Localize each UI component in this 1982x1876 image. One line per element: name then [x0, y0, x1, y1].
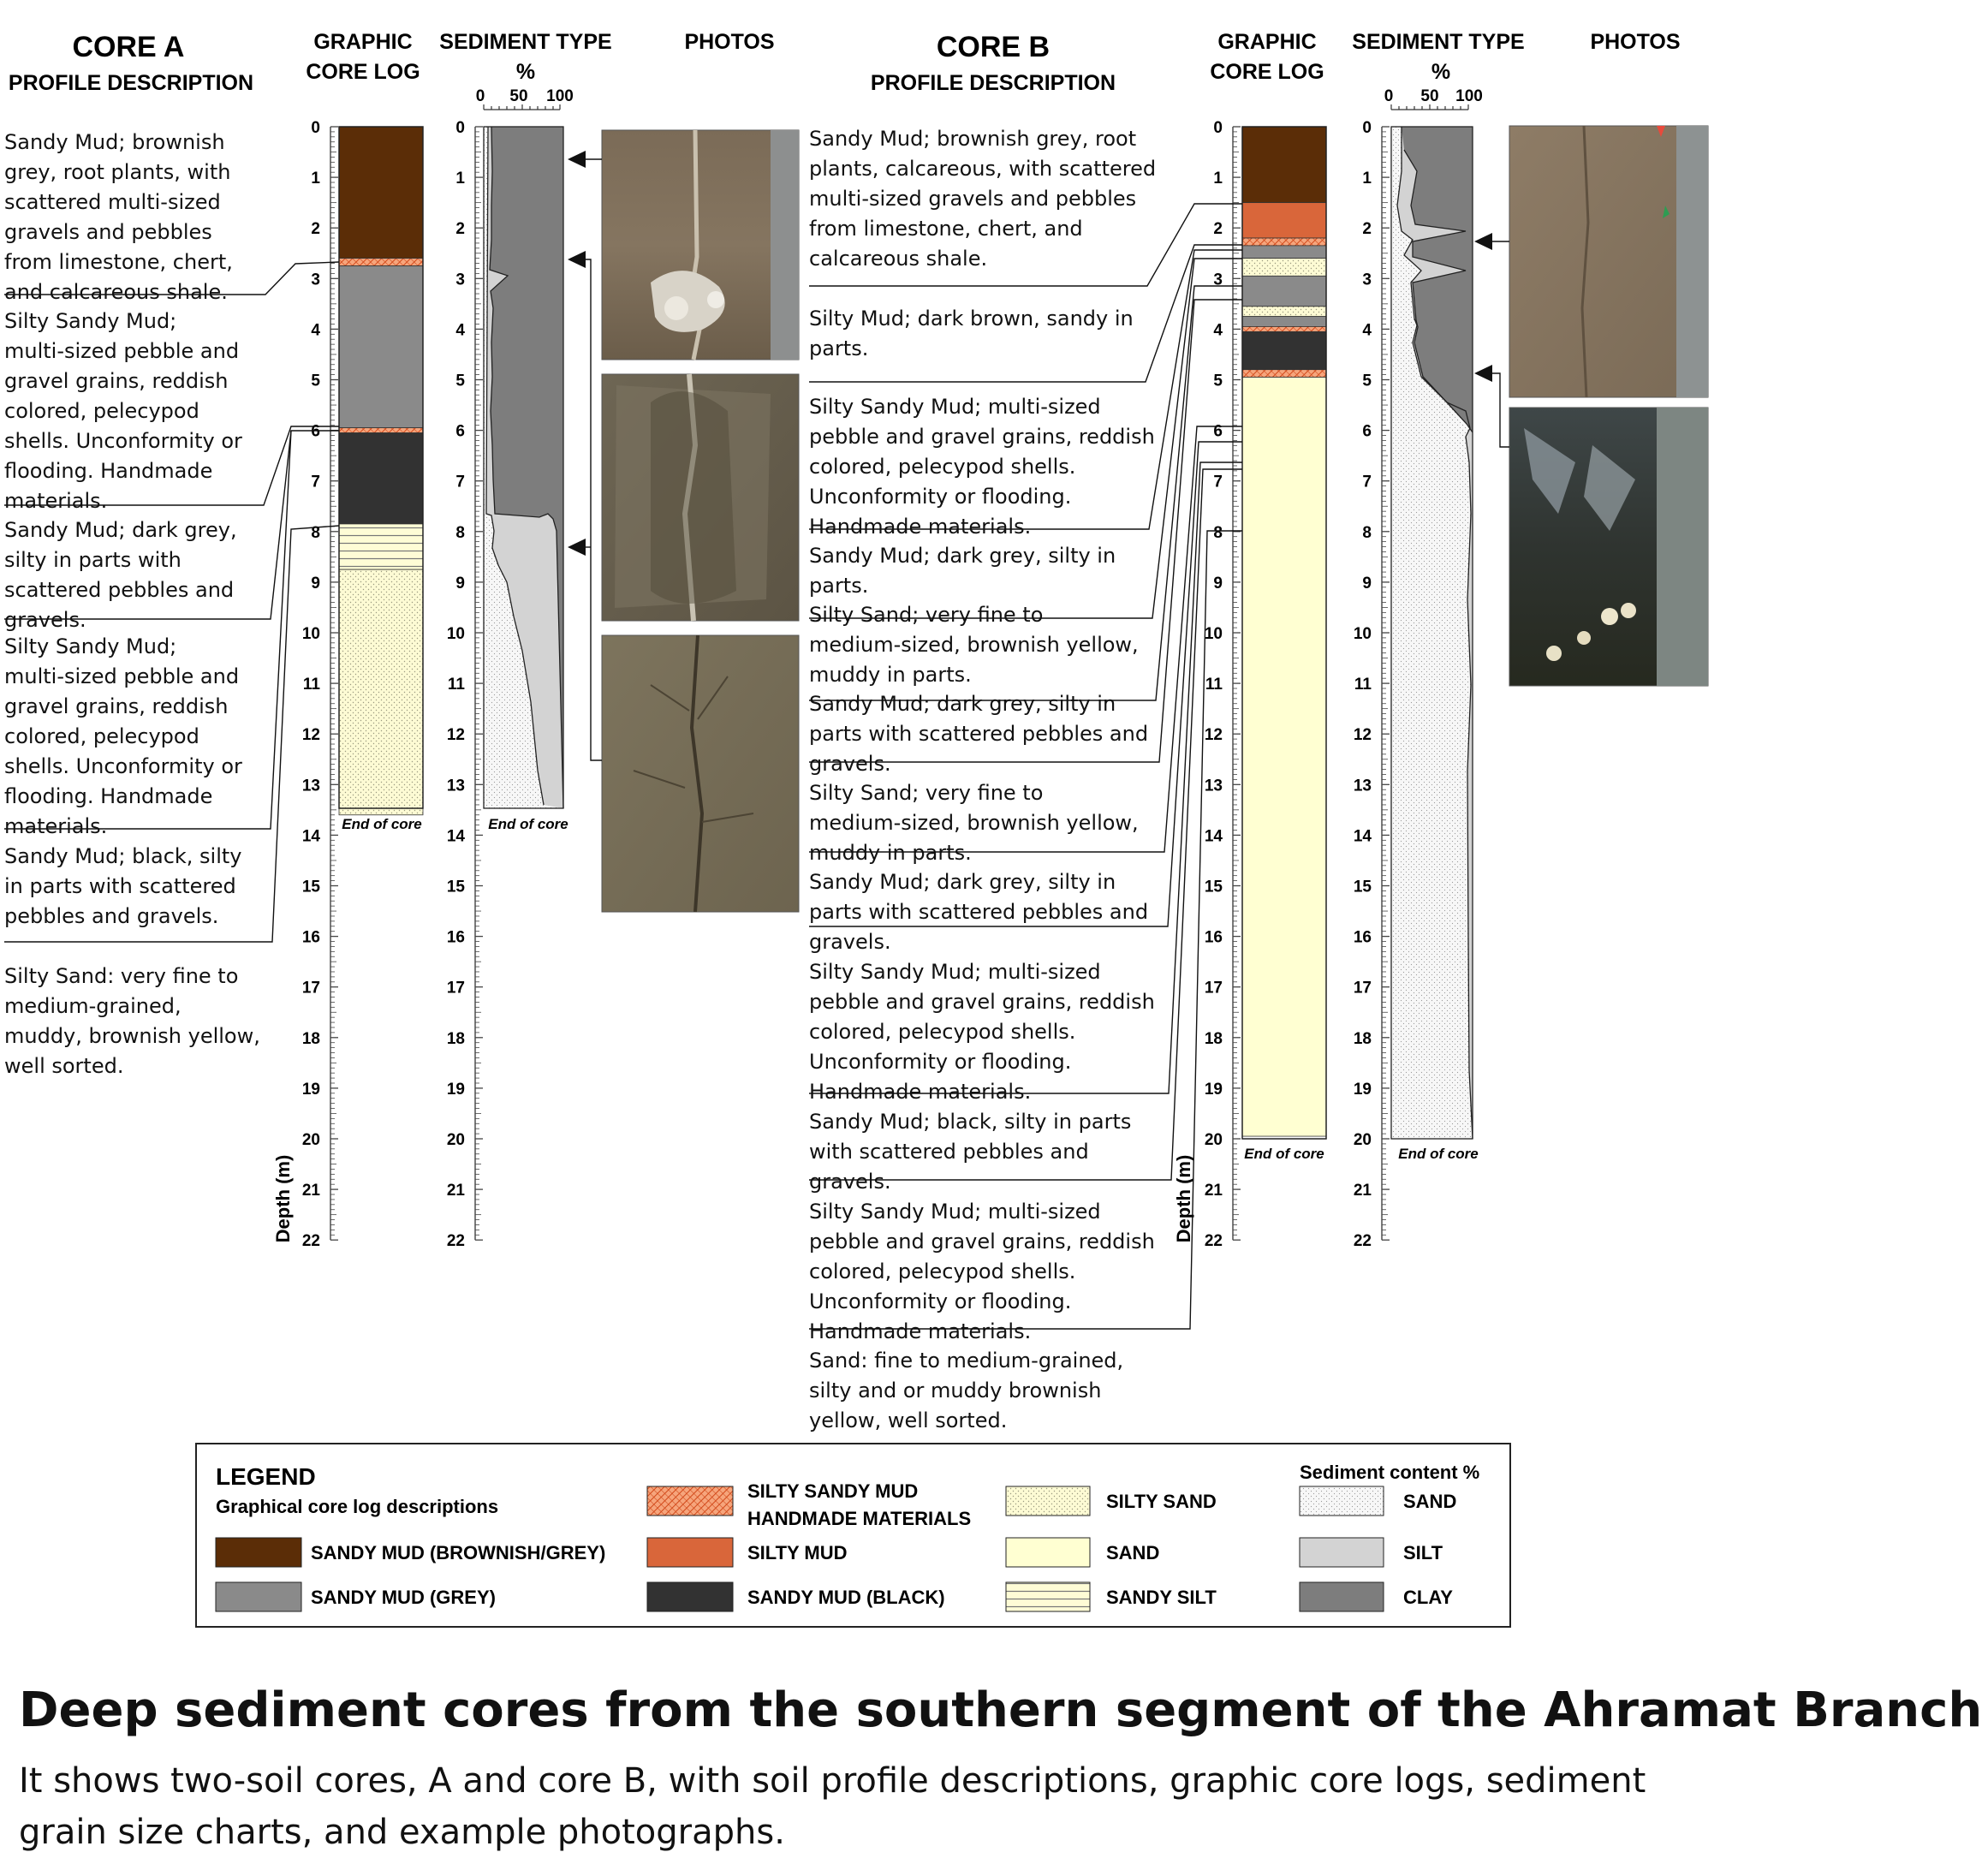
arrow-icon [568, 539, 586, 556]
depth-tick-label: 22 [1204, 1232, 1223, 1251]
depth-tick-label: 11 [447, 676, 465, 694]
core-b-sediment-header [1352, 30, 1524, 84]
depth-tick-label: 2 [311, 220, 320, 239]
depth-tick-label: 20 [301, 1131, 320, 1149]
profile-description: Sandy Mud; black, silty in parts with scattered pebbles and gravels. [809, 1110, 1132, 1194]
log-layer-silty-sandy-mud-hatch [1242, 238, 1326, 246]
caption-title: Deep sediment cores from the southern segment of the Ahramat Branch [19, 1682, 1982, 1738]
log-layer-sand [1242, 378, 1326, 1137]
core-b-pct-ticks [1384, 87, 1483, 105]
core-a-graphic-log [339, 127, 423, 815]
depth-tick-label: 16 [1353, 928, 1372, 947]
core-b-arrowheads [1474, 233, 1492, 382]
profile-description: Sandy Mud; dark grey, silty in parts with scattered pebbles and gravels. [809, 692, 1149, 776]
legend-content-silt [1300, 1538, 1443, 1567]
depth-tick-label: 12 [446, 726, 465, 745]
legend-item-sandy-silt [1006, 1582, 1217, 1611]
profile-description: Silty Sandy Mud; multi-sized pebble and gravel grains, reddish colored, pelecypod shells. Unconformity or flooding. Handmade materials. [4, 634, 242, 838]
legend-content-title: Sediment content % [1300, 1462, 1480, 1483]
depth-tick-label: 3 [311, 271, 320, 289]
depth-tick-label: 13 [301, 777, 320, 795]
depth-tick-label: 5 [1362, 372, 1372, 390]
depth-tick-label: 18 [446, 1029, 465, 1048]
depth-tick-label: 0 [311, 119, 320, 137]
core-a-photos [602, 130, 799, 912]
depth-tick-label: 17 [1204, 979, 1223, 998]
log-layer-silty-sand [1242, 307, 1326, 317]
legend-item-sand [1006, 1538, 1159, 1567]
depth-tick-label: 21 [301, 1182, 320, 1200]
legend-item-sandy-mud-brown [216, 1538, 605, 1567]
core-a-photo-arrows [585, 159, 602, 760]
log-layer-silty-sandy-mud-hatch [1242, 370, 1326, 378]
graphic-log-header-line2: CORE LOG [1210, 60, 1324, 84]
pct-tick-0: 0 [475, 87, 485, 105]
depth-tick-label: 15 [301, 878, 320, 896]
legend-item-sandy-mud-black [647, 1582, 945, 1611]
depth-tick-label: 5 [1213, 372, 1223, 390]
sediment-header-line2: % [515, 60, 536, 84]
depth-tick-label: 1 [1362, 170, 1372, 188]
depth-tick-label: 17 [1353, 979, 1372, 998]
graphic-log-header-line2: CORE LOG [306, 60, 420, 84]
depth-tick-label: 9 [1362, 574, 1372, 593]
core-b-photo-1 [1509, 126, 1708, 397]
depth-tick-label: 16 [446, 928, 465, 947]
core-a-photo-2 [602, 374, 799, 621]
profile-description: Sandy Mud; dark grey, silty in parts with scattered pebbles and gravels. [809, 870, 1149, 954]
legend-item-silty-sand [1006, 1486, 1217, 1516]
depth-tick-label: 15 [446, 878, 465, 896]
svg-text:SANDY MUD (BLACK): SANDY MUD (BLACK) [747, 1587, 945, 1608]
depth-tick-label: 7 [455, 473, 465, 491]
depth-tick-label: 10 [1204, 625, 1223, 643]
core-a-end-of-core: End of core [342, 816, 422, 832]
log-layer-silty-sandy-mud-hatch [339, 259, 423, 266]
core-b-photos-header: PHOTOS [1590, 30, 1681, 54]
core-a-leader-lines [4, 262, 339, 942]
svg-text:HANDMADE MATERIALS: HANDMADE MATERIALS [747, 1508, 972, 1529]
depth-tick-label: 20 [1204, 1131, 1223, 1149]
core-b-descriptions [809, 127, 1156, 1432]
depth-tick-label: 6 [1362, 422, 1372, 441]
depth-tick-label: 4 [455, 321, 465, 340]
depth-tick-label: 12 [1353, 726, 1372, 745]
core-b-depth-axis [1205, 119, 1241, 1250]
arrow-icon [568, 251, 586, 268]
depth-tick-label: 2 [455, 220, 465, 239]
log-layer-sandy-mud-grey [1242, 246, 1326, 259]
depth-tick-label: 1 [455, 170, 465, 188]
depth-tick-label: 8 [1362, 523, 1372, 542]
depth-tick-label: 9 [455, 574, 465, 593]
arrow-icon [1474, 365, 1492, 382]
legend [196, 1444, 1510, 1627]
depth-tick-label: 7 [1213, 473, 1223, 491]
svg-text:SILTY SANDY MUD: SILTY SANDY MUD [747, 1480, 919, 1502]
depth-tick-label: 3 [1362, 271, 1372, 289]
depth-tick-label: 14 [446, 827, 465, 846]
log-layer-silty-mud [1242, 203, 1326, 238]
depth-tick-label: 16 [301, 928, 320, 947]
depth-tick-label: 3 [455, 271, 465, 289]
depth-tick-label: 20 [446, 1131, 465, 1149]
sediment-header-line1: SEDIMENT TYPE [1352, 30, 1525, 54]
core-a-sediment-header [439, 30, 611, 84]
svg-text:SILTY MUD: SILTY MUD [747, 1542, 848, 1563]
svg-text:SAND: SAND [1106, 1542, 1160, 1563]
depth-tick-label: 8 [455, 523, 465, 542]
svg-text:SANDY SILT: SANDY SILT [1106, 1587, 1217, 1608]
core-a-descriptions [4, 130, 260, 1078]
core-b-depth-label: Depth (m) [1173, 1154, 1194, 1243]
core-b-photos [1509, 126, 1708, 686]
log-layer-silty-sandy-mud-hatch [1242, 326, 1326, 331]
arrow-icon [568, 151, 586, 168]
depth-tick-label: 11 [302, 676, 320, 694]
depth-tick-label: 12 [301, 726, 320, 745]
svg-text:SILTY SAND: SILTY SAND [1106, 1491, 1217, 1512]
core-a-photo-1 [602, 130, 799, 360]
pct-tick-100: 100 [1455, 87, 1483, 105]
depth-tick-label: 19 [301, 1080, 320, 1099]
log-layer-sandy-mud-grey [1242, 276, 1326, 306]
depth-tick-label: 14 [1353, 827, 1372, 846]
profile-description: Silty Sandy Mud; multi-sized pebble and gravel grains, reddish colored, pelecypod shells. Unconformity or flooding. Handmade materials. [809, 960, 1155, 1104]
core-a-photos-header: PHOTOS [684, 30, 775, 54]
depth-tick-label: 6 [455, 422, 465, 441]
depth-tick-label: 9 [1213, 574, 1223, 593]
profile-description: Silty Sand; very fine to medium-sized, brownish yellow, muddy in parts. [809, 603, 1139, 687]
core-a-profile-header: PROFILE DESCRIPTION [8, 71, 254, 95]
core-a-pct-ticks [476, 87, 574, 105]
pct-tick-50: 50 [1420, 87, 1439, 105]
core-a-title: CORE A [72, 31, 185, 63]
svg-text:SILT: SILT [1403, 1542, 1443, 1563]
depth-tick-label: 17 [446, 979, 465, 998]
depth-tick-label: 5 [311, 372, 320, 390]
depth-tick-label: 17 [301, 979, 320, 998]
log-layer-sandy-silt [339, 524, 423, 569]
depth-tick-label: 0 [455, 119, 465, 137]
depth-tick-label: 19 [1353, 1080, 1372, 1099]
log-layer-sandy-mud-brown [1242, 127, 1326, 203]
depth-tick-label: 10 [301, 625, 320, 643]
depth-tick-label: 11 [1205, 676, 1223, 694]
depth-tick-label: 21 [446, 1182, 465, 1200]
depth-tick-label: 1 [311, 170, 320, 188]
core-b-chart-end-of-core: End of core [1398, 1146, 1479, 1162]
depth-tick-label: 20 [1353, 1131, 1372, 1149]
core-b-title: CORE B [936, 31, 1051, 63]
depth-tick-label: 16 [1204, 928, 1223, 947]
core-a-graphic-log-header [306, 30, 420, 84]
depth-tick-label: 15 [1353, 878, 1372, 896]
depth-tick-label: 0 [1362, 119, 1372, 137]
depth-tick-label: 22 [301, 1232, 320, 1251]
depth-tick-label: 2 [1213, 220, 1223, 239]
profile-description: Silty Sandy Mud; multi-sized pebble and gravel grains, reddish colored, pelecypod shells. Unconformity or flooding. Handmade materials. [4, 309, 242, 513]
graphic-log-header-line1: GRAPHIC [313, 30, 413, 54]
depth-tick-label: 6 [1213, 422, 1223, 441]
core-b-sediment-depth-axis [1354, 119, 1390, 1250]
depth-tick-label: 10 [1353, 625, 1372, 643]
legend-item-sandy-mud-grey [216, 1582, 496, 1611]
core-a-chart-end-of-core: End of core [488, 816, 568, 832]
profile-description: Silty Sand; very fine to medium-sized, brownish yellow, muddy in parts. [809, 781, 1139, 865]
depth-tick-label: 10 [446, 625, 465, 643]
depth-tick-label: 21 [1353, 1182, 1372, 1200]
core-a [4, 30, 799, 1250]
core-b-photo-2 [1509, 408, 1708, 686]
depth-tick-label: 22 [446, 1232, 465, 1251]
core-a-photo-3 [602, 635, 799, 912]
core-b-graphic-log [1242, 127, 1326, 1136]
log-layer-sandy-mud-brown [339, 127, 423, 259]
depth-tick-label: 8 [311, 523, 320, 542]
depth-tick-label: 2 [1362, 220, 1372, 239]
depth-tick-label: 4 [1362, 321, 1372, 340]
core-a-sediment-chart [484, 127, 563, 808]
depth-tick-label: 7 [311, 473, 320, 491]
pct-tick-0: 0 [1384, 87, 1394, 105]
depth-tick-label: 4 [311, 321, 320, 340]
depth-tick-label: 14 [301, 827, 320, 846]
profile-description: Silty Sandy Mud; multi-sized pebble and gravel grains, reddish colored, pelecypod shells. Unconformity or flooding. Handmade materials. [809, 1200, 1155, 1343]
log-layer-sandy-mud-black [339, 433, 423, 524]
depth-tick-label: 15 [1204, 878, 1223, 896]
depth-tick-label: 13 [446, 777, 465, 795]
log-layer-silty-sand [339, 569, 423, 815]
svg-text:CLAY: CLAY [1403, 1587, 1453, 1608]
depth-tick-label: 1 [1213, 170, 1223, 188]
log-layer-silty-sandy-mud-hatch [339, 428, 423, 433]
depth-tick-label: 21 [1204, 1182, 1223, 1200]
profile-description: Sandy Mud; black, silty in parts with scattered pebbles and gravels. [4, 844, 242, 928]
depth-tick-label: 14 [1204, 827, 1223, 846]
log-layer-sandy-mud-grey [1242, 317, 1326, 327]
sediment-header-line2: % [1431, 60, 1451, 84]
core-a-depth-axis [302, 119, 338, 1250]
depth-tick-label: 11 [1354, 676, 1372, 694]
core-a-depth-label: Depth (m) [272, 1154, 294, 1243]
profile-description: Sandy Mud; dark grey, silty in parts with scattered pebbles and gravels. [4, 518, 237, 632]
arrow-icon [1474, 233, 1492, 250]
profile-description: Sand: fine to medium-grained, silty and or muddy brownish yellow, well sorted. [809, 1349, 1124, 1432]
core-a-arrowheads [568, 151, 586, 556]
svg-text:SANDY MUD (GREY): SANDY MUD (GREY) [311, 1587, 496, 1608]
core-b-graphic-log-header [1210, 30, 1324, 84]
profile-description: Silty Mud; dark brown, sandy in parts. [809, 307, 1134, 360]
depth-tick-label: 18 [1204, 1029, 1223, 1048]
depth-tick-label: 3 [1213, 271, 1223, 289]
legend-title: LEGEND [216, 1463, 316, 1490]
core-b-end-of-core: End of core [1244, 1146, 1324, 1162]
core-a-sediment-depth-axis [447, 119, 483, 1250]
depth-tick-label: 18 [1353, 1029, 1372, 1048]
caption-text: It shows two-soil cores, A and core B, with soil profile descriptions, graphic core logs, sediment grain size charts, and example photographs. [19, 1761, 1646, 1852]
depth-tick-label: 6 [311, 422, 320, 441]
core-b-profile-header: PROFILE DESCRIPTION [870, 71, 1116, 95]
core-b-photo-arrows [1491, 241, 1509, 447]
depth-tick-label: 13 [1204, 777, 1223, 795]
legend-content-clay [1300, 1582, 1453, 1611]
profile-description: Sandy Mud; brownish grey, root plants, calcareous, with scattered multi-sized gravels and pebbles from limestone, chert, and calcareous shale. [809, 127, 1157, 271]
depth-tick-label: 18 [301, 1029, 320, 1048]
depth-tick-label: 19 [1204, 1080, 1223, 1099]
depth-tick-label: 12 [1204, 726, 1223, 745]
svg-text:SAND: SAND [1403, 1491, 1457, 1512]
graphic-log-header-line1: GRAPHIC [1217, 30, 1317, 54]
legend-subtitle: Graphical core log descriptions [216, 1496, 499, 1517]
log-layer-silty-sand [1242, 259, 1326, 277]
profile-description: Sandy Mud; brownish grey, root plants, with scattered multi-sized gravels and pebbles from limestone, chert, and calcareous shale. [4, 130, 233, 304]
legend-content-sand [1300, 1486, 1456, 1516]
depth-tick-label: 19 [446, 1080, 465, 1099]
legend-item-silty-mud [647, 1538, 848, 1567]
depth-tick-label: 5 [455, 372, 465, 390]
pct-tick-100: 100 [546, 87, 574, 105]
depth-tick-label: 22 [1353, 1232, 1372, 1251]
pct-tick-50: 50 [509, 87, 528, 105]
depth-tick-label: 13 [1353, 777, 1372, 795]
core-b [809, 30, 1708, 1432]
depth-tick-label: 8 [1213, 523, 1223, 542]
sediment-header-line1: SEDIMENT TYPE [439, 30, 612, 54]
profile-description: Sandy Mud; dark grey, silty in parts. [809, 544, 1116, 598]
log-layer-sandy-mud-grey [339, 266, 423, 428]
depth-tick-label: 7 [1362, 473, 1372, 491]
depth-tick-label: 9 [311, 574, 320, 593]
profile-description: Silty Sand: very fine to medium-grained, muddy, brownish yellow, well sorted. [4, 964, 260, 1078]
core-b-sediment-chart [1391, 127, 1473, 1139]
depth-tick-label: 4 [1213, 321, 1223, 340]
svg-text:SANDY MUD (BROWNISH/GREY): SANDY MUD (BROWNISH/GREY) [311, 1542, 606, 1563]
depth-tick-label: 0 [1213, 119, 1223, 137]
log-layer-sandy-mud-black [1242, 331, 1326, 369]
profile-description: Silty Sandy Mud; multi-sized pebble and gravel grains, reddish colored, pelecypod shells. Unconformity or flooding. Handmade materials. [809, 395, 1155, 539]
